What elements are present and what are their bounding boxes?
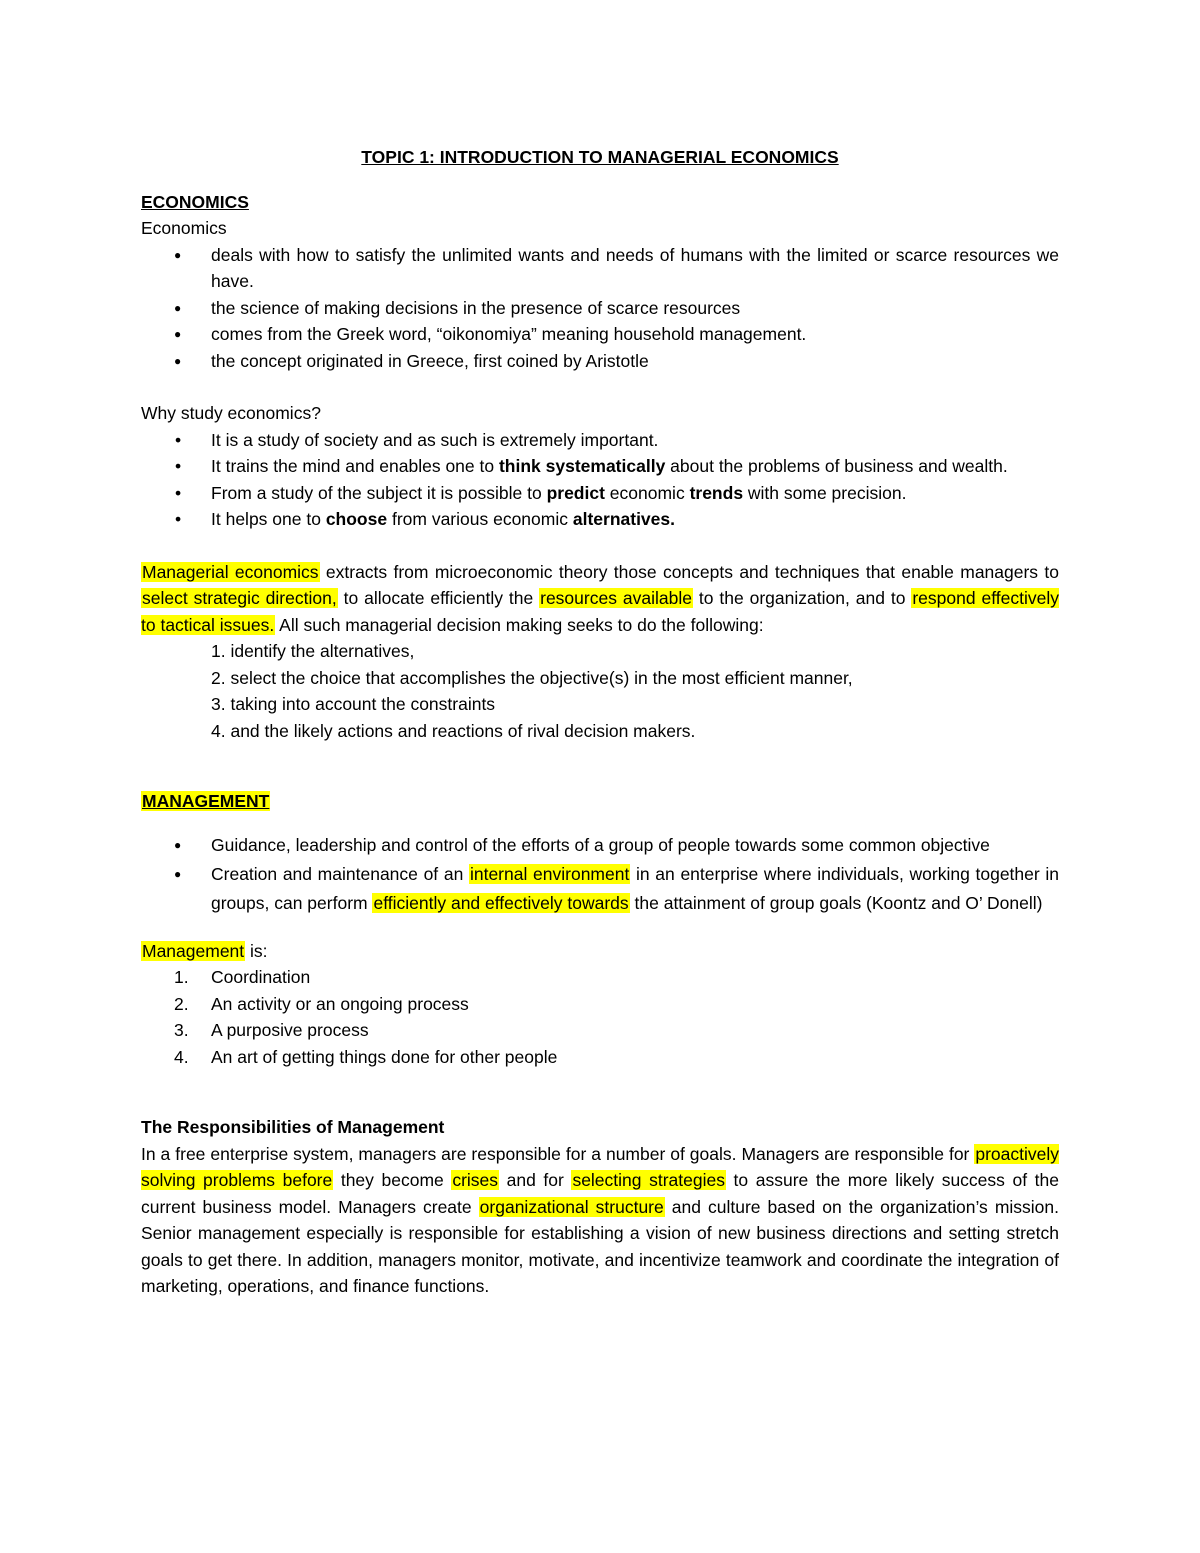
text-run: From a study of the subject it is possible to [211, 482, 547, 503]
economics-heading: ECONOMICS [141, 191, 249, 212]
text-run: Creation and maintenance of an [211, 863, 469, 884]
highlighted-text: Managerial economics [142, 561, 319, 582]
text-run: in an enterprise where individuals, working together in groups, can perform [211, 863, 1059, 913]
text-run: to allocate efficiently the [337, 588, 540, 608]
list-item [141, 506, 1059, 533]
highlighted-text: organizational structure [479, 1196, 664, 1217]
responsibilities-paragraph [141, 1141, 1059, 1300]
highlighted-text: crises [452, 1170, 499, 1190]
management-bullet-list [141, 831, 1059, 918]
list-item [141, 860, 1059, 918]
text-run: to the organization, and to [692, 588, 912, 608]
list-item: ● Guidance, leadership and control of the efforts of a group of people towards some common objective [141, 831, 1059, 860]
list-number: 1. [174, 967, 189, 987]
text-run: is: [245, 940, 268, 961]
list-item [141, 1044, 1059, 1071]
list-number: 2. [174, 993, 189, 1014]
highlighted-text: respond effectively to tactical issues. [141, 588, 1059, 635]
list-item [141, 453, 1059, 480]
bold-text: think systematically [498, 456, 666, 476]
bold-text: predict [546, 482, 605, 503]
highlighted-text: resources available [540, 588, 692, 608]
decision-steps [141, 638, 1059, 744]
list-text: An art of getting things done for other people [211, 1046, 558, 1067]
management-is-heading [141, 938, 1059, 965]
text-run: they become [333, 1170, 452, 1190]
list-item: 2. select the choice that accomplishes the objective(s) in the most efficient manner, [211, 667, 853, 688]
highlighted-text: Management [142, 940, 245, 961]
highlighted-text: internal environment [469, 863, 630, 884]
highlighted-text: proactively solving problems before [141, 1143, 1059, 1190]
economics-subheading: Economics [141, 218, 227, 238]
list-text: An activity or an ongoing process [211, 993, 469, 1014]
highlighted-text: selecting strategies [572, 1170, 725, 1190]
text-run: the attainment of group goals (Koontz and O’ Donell) [629, 892, 1043, 913]
document-title: TOPIC 1: INTRODUCTION TO MANAGERIAL ECONOMICS [361, 147, 839, 167]
text-run: to assure the more likely success of the current business model. Managers create [141, 1170, 1060, 1217]
list-text: A purposive process [211, 1020, 369, 1040]
management-heading [141, 788, 1059, 815]
management-is-list [141, 964, 1059, 1070]
text-run: about the problems of business and wealth. [665, 456, 1008, 476]
highlighted-text: efficiently and effectively towards [373, 892, 629, 913]
text-run: from various economic [387, 509, 573, 529]
highlighted-text: select strategic direction, [142, 588, 337, 608]
list-item: • It is a study of society and as such is extremely important. [141, 427, 1059, 454]
text-run: and culture based on the organization’s mission. Senior management especially is responsible for establishing a vision of new business directions and setting stretch goals to get there. In addition, managers monitor, motivate, and incentivize teamwork and coordinate the integration of marketing, operations, and finance functions. [141, 1196, 1059, 1296]
why-study-bullet-list [141, 427, 1059, 533]
text-run: It helps one to [211, 509, 326, 529]
text-run: It trains the mind and enables one to [211, 456, 499, 476]
why-study-heading: Why study economics? [141, 403, 321, 423]
text-run: with some precision. [743, 482, 907, 503]
list-item [141, 991, 1059, 1018]
list-text: Coordination [211, 967, 311, 987]
list-item: ● comes from the Greek word, “oikonomiya” meaning household management. [141, 321, 1059, 348]
text-run: extracts from microeconomic theory those concepts and techniques that enable managers to [319, 561, 1059, 582]
list-item: 1. identify the alternatives, [211, 641, 415, 661]
economics-bullet-list [141, 242, 1059, 375]
list-item: ● the concept originated in Greece, first coined by Aristotle [141, 348, 1059, 375]
list-number: 3. [174, 1020, 189, 1040]
highlighted-text: MANAGEMENT [142, 791, 270, 811]
text-run: In a free enterprise system, managers are responsible for a number of goals. Managers are responsible for [141, 1143, 975, 1164]
text-run: All such managerial decision making seeks to do the following: [275, 614, 764, 635]
list-item: 4. and the likely actions and reactions of rival decision makers. [211, 720, 696, 741]
list-item [141, 480, 1059, 507]
list-item: ● deals with how to satisfy the unlimited wants and needs of humans with the limited or scarce resources we have. [141, 242, 1059, 295]
managerial-economics-paragraph [141, 559, 1059, 639]
text-run: economic [604, 482, 690, 503]
document-body [141, 144, 1059, 1300]
bold-text: alternatives. [572, 509, 675, 529]
list-item: 3. taking into account the constraints [211, 694, 496, 714]
list-item [141, 964, 1059, 991]
text-run: and for [499, 1170, 572, 1190]
list-item: ● the science of making decisions in the presence of scarce resources [141, 295, 1059, 322]
bold-text: choose [325, 509, 388, 529]
list-number: 4. [174, 1046, 189, 1067]
bold-text: trends [689, 482, 744, 503]
responsibilities-heading: The Responsibilities of Management [141, 1117, 445, 1137]
list-item [141, 1017, 1059, 1044]
